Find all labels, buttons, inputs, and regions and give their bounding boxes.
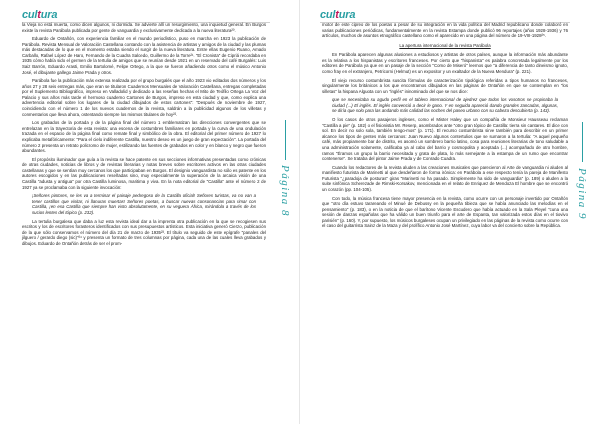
paragraph: El viejo recurso costumbrista suscita fórmulas de caracterización tipológica referidas a tipos humanos no franceses, singularmente los británicos a los que encontramos dibujados en las páginas de Ontañón en que se contemplan en "los silletas" la hispana Alguota con un "inglés" ininominado del que se nos dice: (322, 77, 568, 94)
paragraph: La tertulia burgalesa que daba a luz esta revista ideal dar a la imprenta otra publicación en la que se recogiesen sus escritos y los de escritores forasteros identificados con sus presupuestos artísticos. Esta iniciativa generó Cierzo, publicación de la que sólo conservamos el número del día 21 de marzo de 1935²³. El título va seguido de este epígrafe "panales del jilguero / gerardo diego (sic)"²⁴ y presenta un formato de tres columnas por página, cada una de las cuales lleva grabados y dibujos. Eduardo de Ontañón detrás de ser el prom- (22, 218, 266, 246)
paragraph: El propósito iluminador que guía a la revista se hace patente en sus secciones informativas presentadas como crónicas de otras ciudades, noticias de libros y de revistas literarias y notas breves sobre escritores activos en las otras ciudades castellanas y que se sentían muy cercanos los que participaban en Burgos. El designio vanguardista no sólo es patente en los autores escogidos y en las publicaciones reseñadas sino, muy especialmente la superación de la arcaica visión de una Castilla "adusta y antigua" por otra Castilla luminosa, maritima y viva. En la nota editorial de "Castilla" ante el número 2 de 1927 ya se proclamaba con la siguiente invocación: (22, 156, 266, 190)
logo-part-1: cul (22, 9, 38, 21)
block-quote: ¡Señores pintores, se les va a terminar el paisaje pedregoso de la Castilla oficial! Señores turistas, va no van a tener castillos que visitar, ni llanuras muertas! Señores poetas, a buscar nuevas consonancias para rimar con Castilla, ¡en esa Castilla que siempre han visto absolutamente, en su veguera África, mirándola a través de los sucios lentes del tópico (p. 232). (32, 193, 256, 215)
logo-part-2: t (335, 9, 339, 21)
logo-part-3: ura (338, 9, 356, 21)
section-heading: La apertura internacional de la revista Parábola (399, 42, 491, 48)
block-quote: que se necesitaba su agudo perfil en el tablero internacional de ajedrez que todos los vosotros se propinaba la ciudad (...) El inglés. El inglés convenció a decir le gano. Y en seguida apareció dando grandes zancadas, algunas, se diría que solo para las andando más calidad las noches del paseo urbano con su cabeza descubierta (p. 143). (332, 97, 558, 114)
logo-part-3: ura (40, 9, 58, 21)
paragraph: motor de este cipreo de los poetas a pesar de su integración en la vida política del Madrid republicano donde colaboró en varias publicaciones periódicas, fundamentalmente en la revista Estampa donde publicó 96 reportajes (años 1928-1936) y 76 artículos, muchos de asuntos etnográfico castellano como el aparecido en una página del número de 19-VIII-1928²⁵. (322, 22, 568, 39)
paragraph: Cuando los redactores de la revista aluden a las creaciones musicales que parecieron al Arte de vanguardia ni aluden al manifiesto futurista de Marinetti al que desdeñaron de forma irónica: en Parábola a ese respecto tenía la pareja de Manifesto Futurista "¿paradoja de posturas" giras "Marinetti no ha pasado. Simplemente ha sido de vanguardia" (p. 189) o aluden a la suite sinfónica Scherezade de Rimski-Korsakov, mencionada en el relato de Enriquez de Mendoza El hombre que se encontró un corazón (pp. 104-105). (322, 164, 568, 192)
paragraph: O los casos de otros pasajeros ingleses, como el Mister Haley que un compañía de Monsieur Hausseau reclaman "Castilla a pie" (p. 182) o el fisionistia Mr. Reserp, asombrados ante "otro gran tópico de Castilla: tierra sin cantares. El dice con sol. En decir no solo sola, también tengo-mos" (p. 171). El recurso costumbrista sirve también para describir en un primer alcance los tipos de gentes más cercanos: Juan Nuevo algunos contertulios que se sumaron a la tertulia: "A aquel pequeño café, más propiamente bar de distrito, es asomó un sombrero barrio latino, cosa para reuniones literarias de tono saludable a una administración solamente, calificaba ya al cabo del barrio y cosmopolita y aceptada (...) acompañado de otro hombre, ramos "Éramos un grupo la barrio necesitada y grata de plata, lo más semejante a la estampa de un rumo que encontrar contenerse". Se trataba del pintor Jaime Prada y de Conrado Cuadra. (322, 117, 568, 162)
right-body-text (322, 22, 568, 232)
paragraph: Con todo, la música francesa tiene mayor presencia en la revista, como ocurre con un personaje invertido por Ontañón que "otro día estuvo tarareando el Minué de Debussy en la pequeña tibieza que se había anunciado las melodías en el pensamiento" (p. 183), o en la noticia de que el barítono Vicente Escudero que había actuado en la Sala Pleyel "cuna una sesión de danzas españolas que ha válido un buen triunfo para el arte de Espanta, tan valorizada estos días en el tiovivo parisién" (p. 160). Y, por supuesto, los músicos burgaleses ocupan un privilegiado en las páginas de la revista como ocurre con el caso del guitarrista Sainz de la Maza y del prolífico Antonio José Martínez, cuya labor va del concierto sobre la República. (322, 195, 568, 229)
magazine-logo (22, 9, 57, 21)
paragraph: Parábola fue la publicación más extensa realizada por el grupo burgalés que el año 1923 vio editados dos números y los años 27 y 28 seis entregas más, que eran se titularon Cuadernos Mensuales de Valoración Castellana, entregas completadas por el Suplemento Bibliográfico, impreso en Valladolid y dedicado a las reseñas hechas el Mito de Teófilo Ortega La Voz del Palacio y sus años más tarde el hermoso cuaderno Cartones de Burgos, impreso en esta ciudad y que, como explica una advertencia editorial sobre los lugares de la ciudad dibujados de estos cartones": "Después de noviembre de 1927, coincidiendo con el número 1 de los nuevos cuadernos de la revista, saldrán a la publicidad algunos de los villetas y conmentarios que lleva ahora, ostentando siempre los mismos titulares de hoy²². (22, 78, 266, 117)
magazine-logo (320, 9, 355, 21)
page-label-rule (285, 120, 286, 160)
logo-part-1: cul (320, 9, 336, 21)
page-number-label: Página 9 (576, 168, 588, 221)
paragraph: En Parábola aparecen algunas alusiones a estudiosos y artistas de otros países, aunque la información más abundante es la relativa a los hispanistas y escritores franceses. Por cierto que "hispanista" es palabra concretada legalmente por los editores de Parábola ya que en un pasaje de la sección "Como de Miseró" leemos que "a diferencia de tanto dineismo ignoto, como fray en el extranjero, Petricorni (Helmut) es un expositor y un exaltador de la Nueva Mendura" (p. 221). (322, 52, 568, 74)
left-body-text (22, 22, 266, 250)
paragraph: Eduardo de Ontañón, con experiencia familiar en el mundo periodístico, puso en marcha en 1923 la publicación de Parábola. Revista Mensual de Valoración Castellana contando con la asistencia de artistas y amigos de la ciudad y las plumas más destacadas de lo que en el momento estaba siendo el surgir de la nueva literatura. Entre ellas Eugenio Ruano, Amado Carballo, Rafael López de Haro, Fernando de la Cuadra Salcedo, Guillermo de la Torre²¹. "El Cronista" de Cipriá recordaba en 1935 cómo había sido el germen de la tertulia de amigos que se reunían desde 1921 en un reservado del café Burgalés: Luis Saiz Barrón, Eduardo Arasti, Emilio Bartolomé, Felipe Ortego, a la que se fueron añadiendo otros como el músico Antonio José, el dibujante gallego Jaime Prada y otros. (22, 36, 266, 75)
page-number-label: Página 8 (279, 165, 291, 218)
paragraph: la Vieja no está muerta, como dicen algunos, ni dormida. Se advierte allí un resurgimiento, una inquietud general. En Burgos existe la revista Parábola publicada por gente de vanguardia y exclusivamente dedicada a la nueva literatura²⁰. (22, 22, 266, 33)
page-label-rule (582, 122, 583, 162)
right-page (300, 0, 600, 424)
paragraph: Los grabados de la portada y de la página final del número 1 emblematizan las direcciones convergentes que se entrelazan en la trayectoria de esta revista: una escena de costumbres familiares en portada y la curva de una ondulación trazada en el espacio de la página final como remate final y simbólico de la obra. El editorial del primer número de 1927 lo explicaba metafóricamente: "Para el cielo indiferente Castilla, nuestro deseo es un juego de gran expectación". La portada del número 2 presenta un retrato policromo de mujer, estilizando las fuentes de grabados en color y en blanco y negro que fueron abundantes. (22, 120, 266, 154)
logo-part-2: t (37, 9, 41, 21)
